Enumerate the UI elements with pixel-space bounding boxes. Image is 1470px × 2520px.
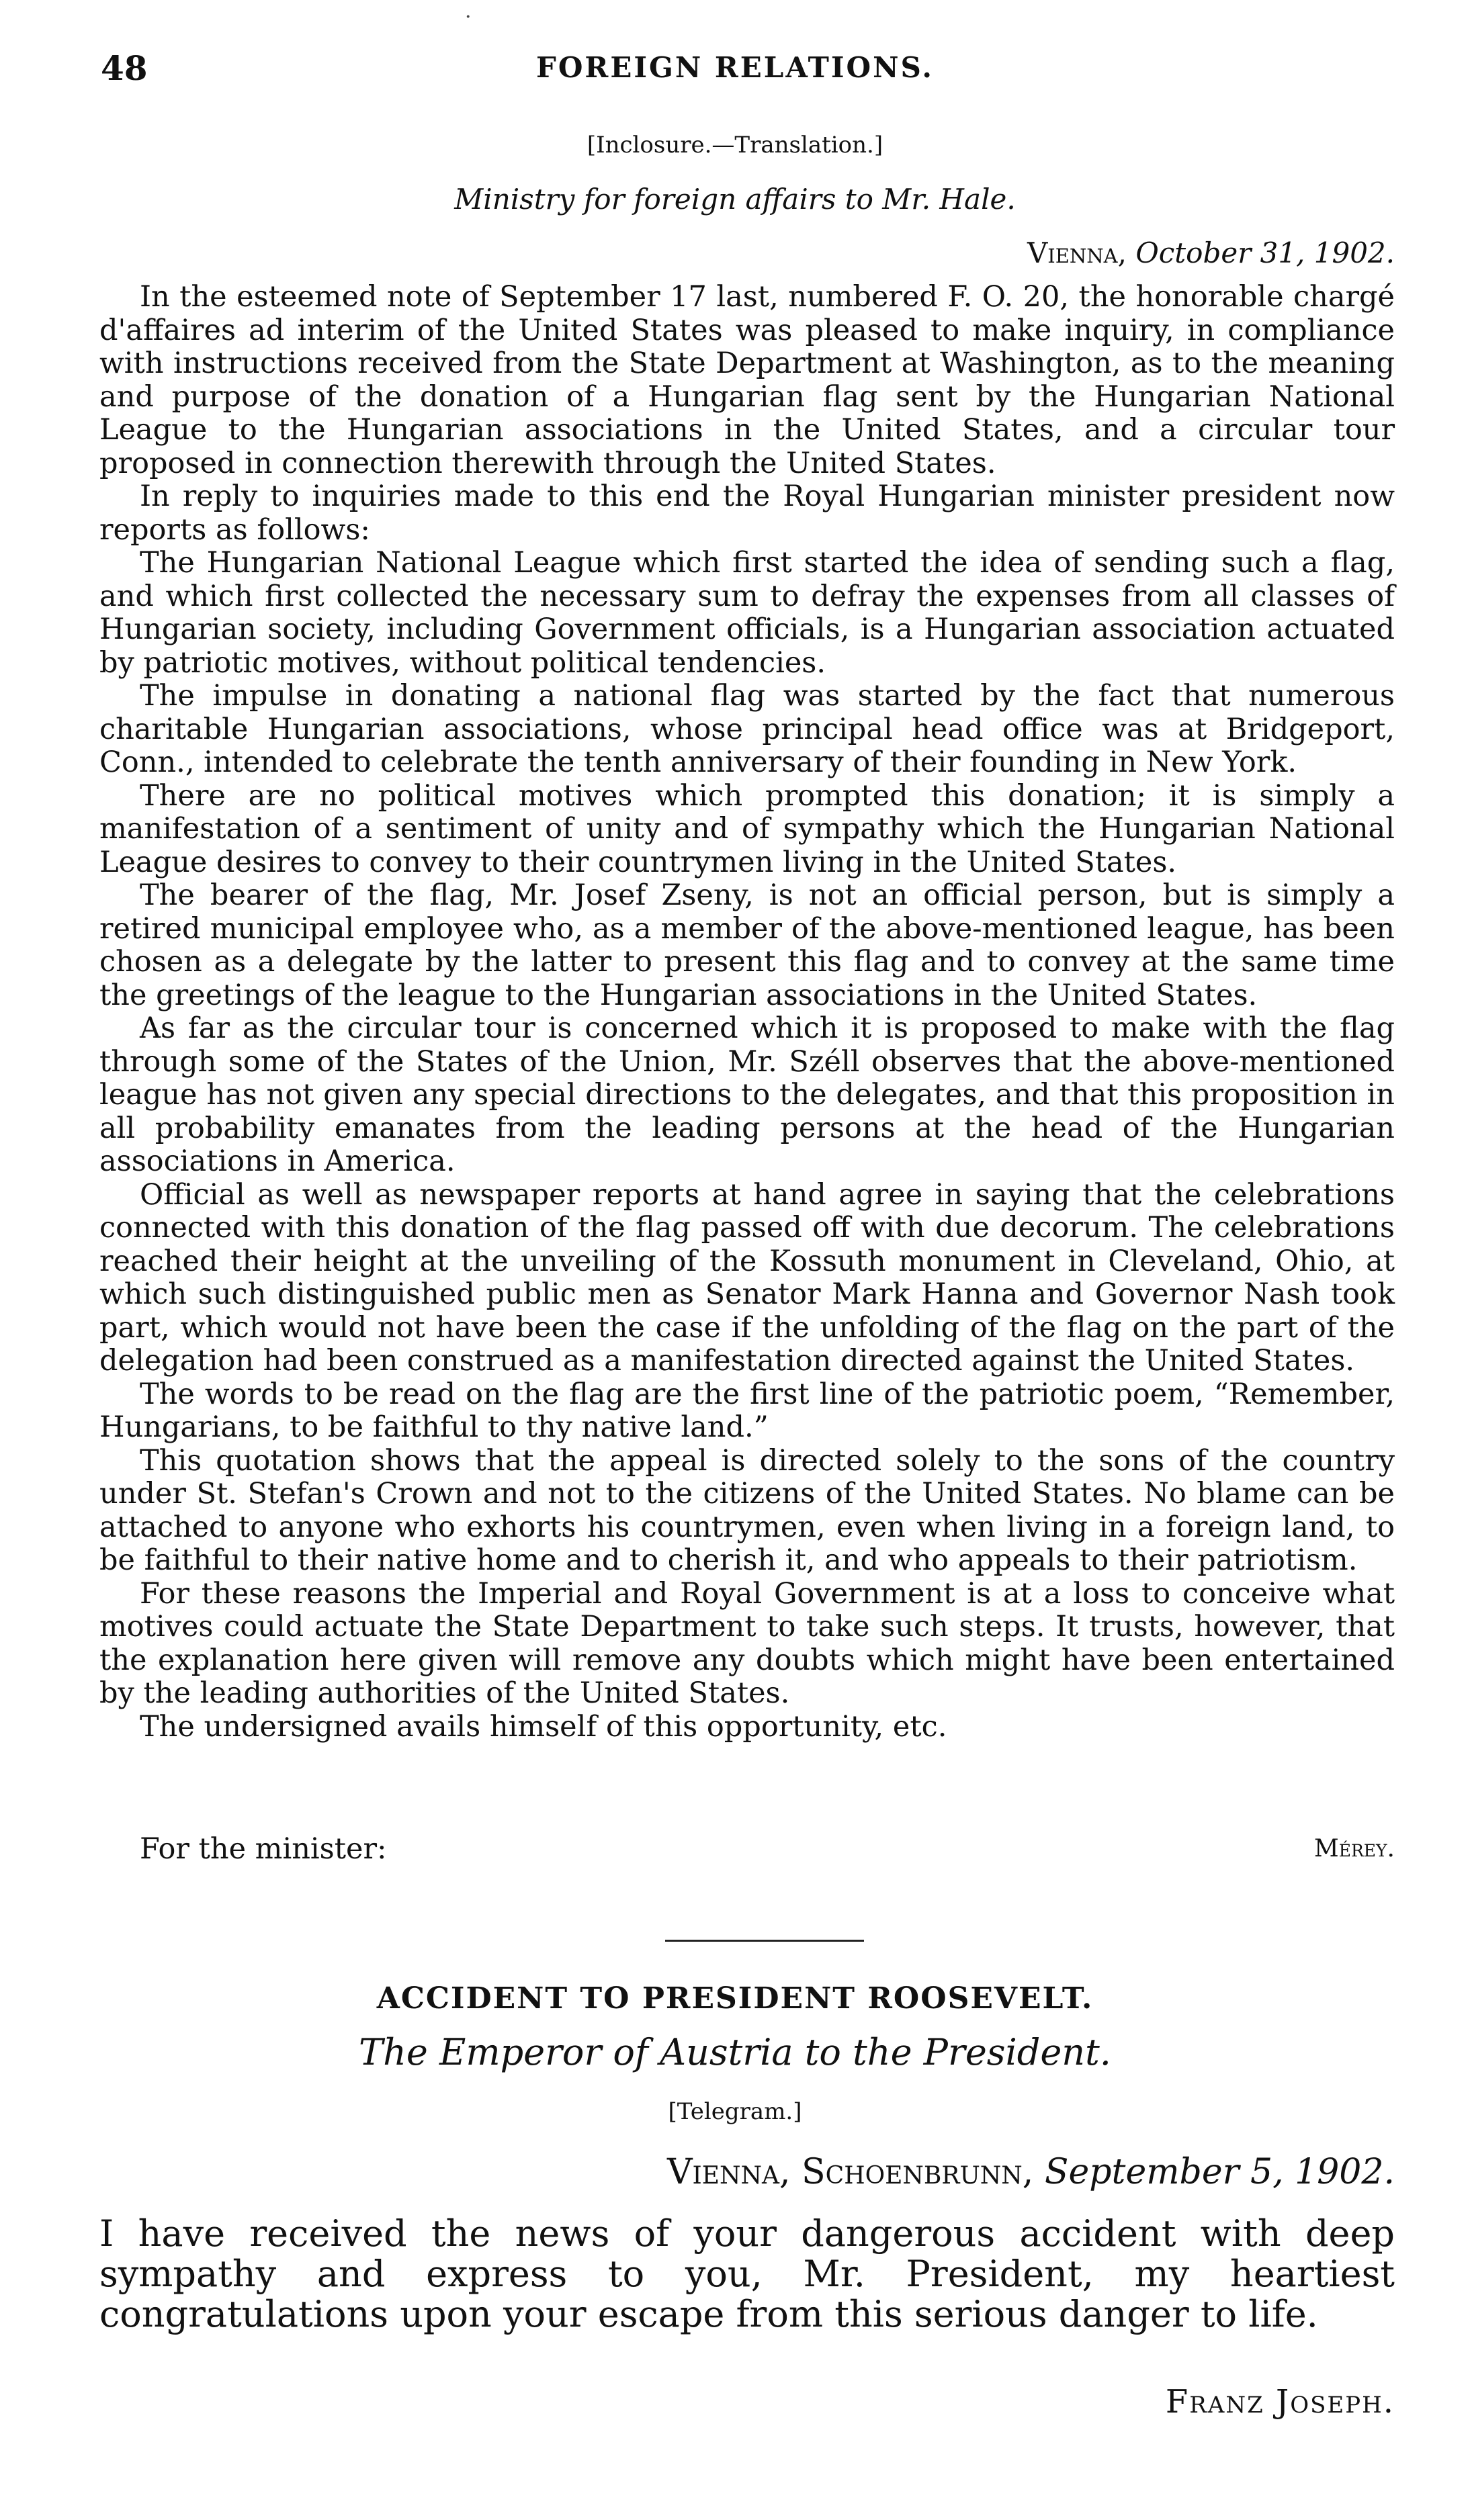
closing-signature: Mérey. <box>1313 1835 1395 1862</box>
telegram-dateline-date: September 5, 1902. <box>1044 2152 1395 2192</box>
closing-left: For the minister: <box>140 1832 387 1866</box>
telegram-dateline <box>667 2152 1395 2192</box>
paragraph: The undersigned avails himself of this opportunity, etc. <box>140 1709 947 1744</box>
paragraph: The Hungarian National League which first started the idea of sending such a flag, and which first collected the necessary sum to defray the expenses from all classes of Hungarian society, including Government officials, is a Hungarian association actuated by patriotic motives, without political tendencies. <box>99 546 1395 680</box>
paragraph: As far as the circular tour is concerned which it is proposed to make with the flag through some of the States of the Union, Mr. Széll observes that the above-mentioned league has not given any special directions to the delegates, and that this proposition in all probability emanates from the leading persons at the head of the Hungarian associations in America. <box>99 1011 1395 1178</box>
dateline-date: October 31, 1902. <box>1135 236 1395 269</box>
paragraph: There are no political motives which prompted this donation; it is simply a manifestation of a sentiment of unity and of sympathy which the Hungarian National League desires to convey to their countrymen living in the United States. <box>99 778 1395 879</box>
paragraph: The words to be read on the flag are the first line of the patriotic poem, “Remember, Hungarians, to be faithful to thy native land.” <box>99 1377 1395 1444</box>
section-divider <box>665 1940 864 1942</box>
paragraph: The bearer of the flag, Mr. Josef Zseny, is not an official person, but is simply a retired municipal employee who, as a member of the above-mentioned league, has been chosen as a delegate by the latter to present this flag and to convey at the same time the greetings of the league to the Hungarian associations in the United States. <box>99 879 1395 1012</box>
paragraph: In the esteemed note of September 17 last, numbered F. O. 20, the honorable chargé d'affaires ad interim of the United States was pleased to make inquiry, in compliance with instructions received from the State Department at Washington, as to the meaning and purpose of the donation of a Hungarian flag sent by the Hungarian National League to the Hungarian associations in the United States, and a circular tour proposed in connection therewith through the United States. <box>99 280 1395 480</box>
telegram-paragraph: I have received the news of your dangerous accident with deep sympathy and express to you, Mr. President, my heartiest congratulations upon your escape from this serious danger to life. <box>99 2212 1395 2335</box>
stray-mark: · <box>465 5 472 29</box>
enclosure-body <box>99 281 1395 1744</box>
paragraph: For these reasons the Imperial and Royal Government is at a loss to conceive what motives could actuate the State Department to take such steps. It trusts, however, that the explanation here given will remove any doubts which might have been entertained by the leading authorities of the United States. <box>99 1576 1395 1710</box>
enclosure-heading: Ministry for foreign affairs to Mr. Hale. <box>454 183 1016 216</box>
page-number: 48 <box>101 48 148 88</box>
paragraph: The impulse in donating a national flag was started by the fact that numerous charitable Hungarian associations, whose principal head office was at Bridgeport, Conn., intended to celebrate the tenth anniversary of their founding in New York. <box>99 679 1395 779</box>
running-head: FOREIGN RELATIONS. <box>536 51 934 84</box>
paragraph: In reply to inquiries made to this end the Royal Hungarian minister president now reports as follows: <box>99 480 1395 547</box>
telegram-dateline-place: Vienna, Schoenbrunn, <box>666 2152 1034 2192</box>
enclosure-label: [Inclosure.—Translation.] <box>587 132 883 159</box>
paragraph: Official as well as newspaper reports at hand agree in saying that the celebrations connected with this donation of the flag passed off with due decorum. The celebrations reached their height at the unveiling of the Kossuth monument in Cleveland, Ohio, at which such distinguished public men as Senator Mark Hanna and Governor Nash took part, which would not have been the case if the unfolding of the flag on the part of the delegation had been construed as a manifestation directed against the United States. <box>99 1177 1395 1378</box>
telegram-signature: Franz Joseph. <box>1165 2383 1395 2421</box>
dateline-place: Vienna, <box>1027 236 1127 269</box>
telegram-body <box>99 2214 1395 2335</box>
telegram-label: [Telegram.] <box>668 2098 802 2125</box>
enclosure-dateline <box>1027 236 1395 269</box>
section-title: ACCIDENT TO PRESIDENT ROOSEVELT. <box>376 1981 1094 2016</box>
enclosure-closing <box>99 1832 1395 1866</box>
section-heading: The Emperor of Austria to the President. <box>359 2031 1111 2073</box>
paragraph: This quotation shows that the appeal is directed solely to the sons of the country under St. Stefan's Crown and not to the citizens of the United States. No blame can be attached to anyone who exhorts his countrymen, even when living in a foreign land, to be faithful to their native home and to cherish it, and who appeals to their patriotism. <box>99 1443 1395 1577</box>
